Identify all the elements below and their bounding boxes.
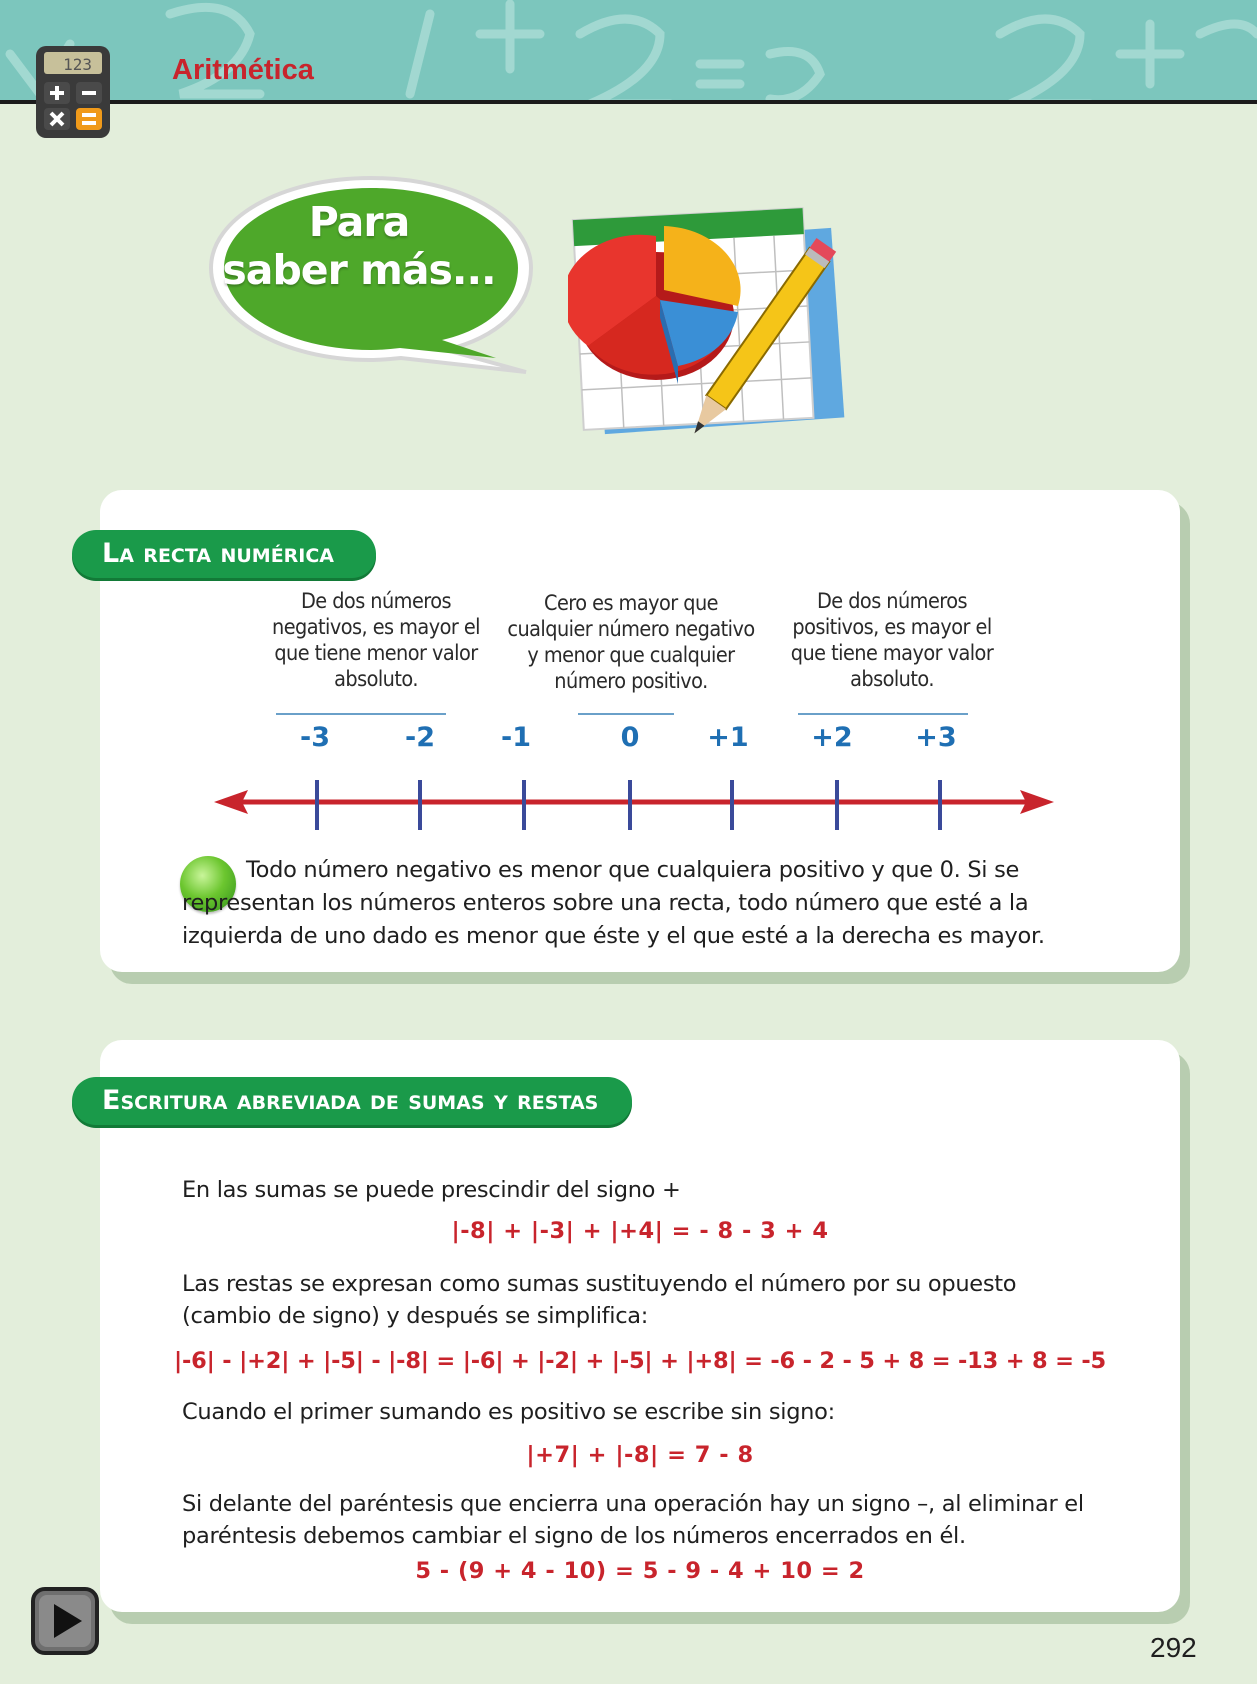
formula-first-addend-example: |+7| + |-8| = 7 - 8 [526, 1442, 754, 1468]
tick-label-minus-1: -1 [501, 722, 531, 753]
formula-parenthesis-example: 5 - (9 + 4 - 10) = 5 - 9 - 4 + 10 = 2 [415, 1558, 865, 1584]
tick-label-plus-3: +3 [915, 722, 957, 753]
caption-positives: De dos números positivos, es mayor el que tiene mayor valor absoluto. [790, 589, 994, 691]
pie-chart-clipart [568, 196, 868, 476]
page-number: 292 [1150, 1632, 1197, 1663]
abbreviated-writing-heading: Escritura abreviada de sumas y restas [72, 1077, 632, 1125]
number-line-heading: La recta numérica [72, 530, 376, 578]
bubble-heading [214, 198, 504, 294]
formula-subtraction-example: |-6| - |+2| + |-5| - |-8| = |-6| + |-2| + |-5| + |+8| = -6 - 2 - 5 + 8 = -13 + 8 = -5 [174, 1348, 1106, 1374]
section-title: Aritmética [172, 54, 314, 86]
formula-sum-example: |-8| + |-3| + |+4| = - 8 - 3 + 4 [451, 1218, 829, 1244]
page-header [0, 0, 1257, 104]
tick-label-minus-2: -2 [405, 722, 435, 753]
caption-underline-negatives [276, 713, 446, 715]
calculator-icon [34, 44, 112, 140]
caption-zero: Cero es mayor que cualquier número negativo y menor que cualquier número positivo. [507, 591, 755, 693]
bubble-line-2: saber más... [222, 246, 496, 294]
first-addend-rule: Cuando el primer sumando es positivo se escribe sin signo: [182, 1399, 835, 1425]
caption-underline-positives [798, 713, 968, 715]
caption-underline-zero [578, 713, 674, 715]
parenthesis-rule: Si delante del paréntesis que encierra una operación hay un signo –, al eliminar el paréntesis debemos cambiar el signo de los números encerrados en él. [182, 1491, 1084, 1549]
chalk-math-decoration [0, 0, 1257, 104]
tick-label-plus-2: +2 [811, 722, 853, 753]
tick-label-zero: 0 [620, 722, 640, 753]
number-line [214, 780, 1054, 840]
sum-sign-rule: En las sumas se puede prescindir del signo + [182, 1177, 681, 1203]
play-icon[interactable] [30, 1586, 100, 1656]
tick-label-minus-3: -3 [300, 722, 330, 753]
tick-label-plus-1: +1 [707, 722, 749, 753]
subtraction-rule: Las restas se expresan como sumas sustituyendo el número por su opuesto (cambio de signo) y después se simplifica: [182, 1271, 1017, 1329]
caption-negatives: De dos números negativos, es mayor el que tiene menor valor absoluto. [271, 589, 480, 691]
svg-text:123: 123 [63, 55, 92, 74]
bubble-line-1: Para [308, 198, 410, 246]
number-line-rule: Todo número negativo es menor que cualquiera positivo y que 0. Si se representan los números enteros sobre una recta, todo número que esté a la izquierda de uno dado es menor que éste y el que esté a la derecha es mayor. [182, 857, 1045, 949]
